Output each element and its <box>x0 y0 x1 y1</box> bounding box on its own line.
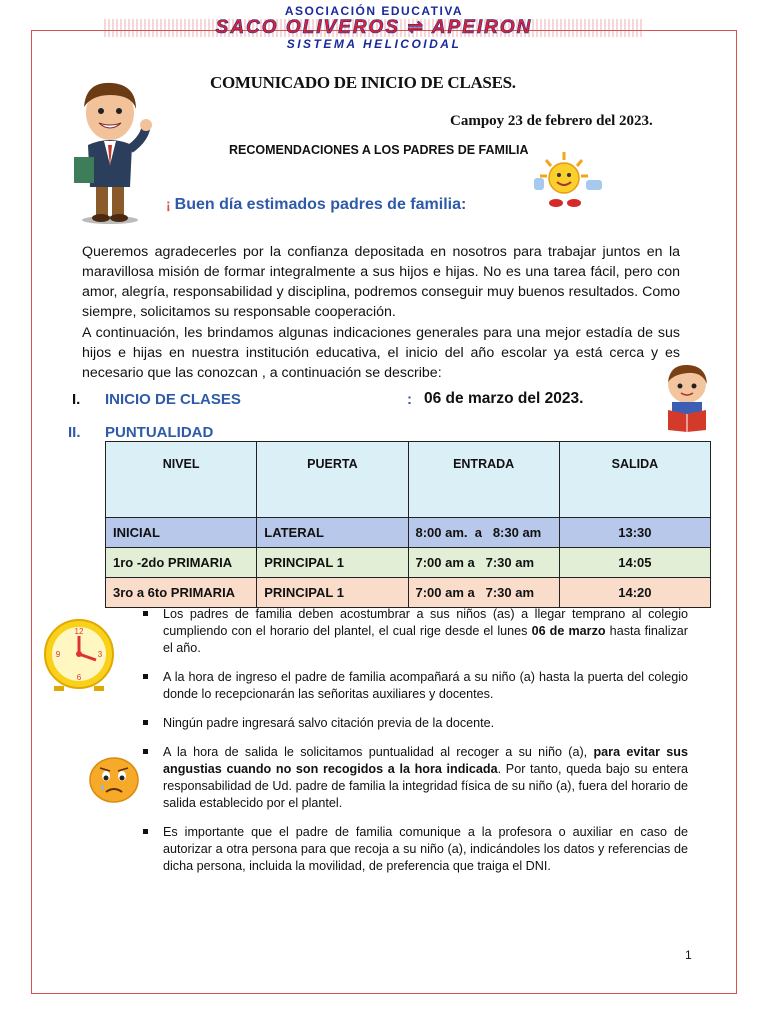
cell-nivel: 3ro a 6to PRIMARIA <box>106 578 257 608</box>
svg-text:6: 6 <box>76 673 82 682</box>
section-1-value: 06 de marzo del 2023. <box>424 390 584 407</box>
list-item: Es importante que el padre de familia comunique a la profesora o auxiliar en caso de autorizar a otra persona para que recoja a su niño (a), indicándoles los datos y referencias de dicha persona, incluida la movilidad, de preferencia que traiga el DNI. <box>143 824 688 875</box>
list-item: Los padres de familia deben acostumbrar a sus niños (as) a llegar temprano al colegio cumpliendo con el horario del plantel, el cual rige desde el lunes 06 de marzo hasta finalizar el año. <box>143 606 688 657</box>
section-2-number: II. <box>68 424 81 441</box>
header-entrada: ENTRADA <box>408 442 559 518</box>
section-2-label: PUNTUALIDAD <box>105 424 214 441</box>
teacher-illustration <box>66 75 156 225</box>
list-item: Ningún padre ingresará salvo citación previa de la docente. <box>143 715 688 732</box>
cell-salida: 14:20 <box>559 578 710 608</box>
schedule-table <box>105 441 711 608</box>
table-header-row <box>106 442 711 518</box>
cell-salida: 13:30 <box>559 518 710 548</box>
document-title: COMUNICADO DE INICIO DE CLASES. <box>210 73 516 92</box>
paragraph-2: A continuación, les brindamos algunas indicaciones generales para una mejor estadía de sus hijos e hijas en nuestra institución educativa, el inicio del año escolar ya está cerca y es necesario que las conozcan , a continuación se describe: <box>82 325 680 381</box>
cell-entrada: 7:00 am a 7:30 am <box>408 548 559 578</box>
cell-puerta: PRINCIPAL 1 <box>257 548 408 578</box>
header-salida: SALIDA <box>559 442 710 518</box>
exclamation-icon: ¡ <box>166 196 171 212</box>
greeting <box>166 196 466 214</box>
svg-text:3: 3 <box>97 650 103 659</box>
section-1-colon: : <box>407 391 412 408</box>
worried-face-icon <box>88 756 140 804</box>
svg-text:9: 9 <box>55 650 61 659</box>
logo-line2: SACO OLIVEROS ⇌ APEIRON <box>215 17 533 38</box>
greeting-text: Buen día estimados padres de familia: <box>174 196 467 213</box>
table-row <box>106 578 711 608</box>
list-item: A la hora de ingreso el padre de familia acompañará a su niño (a) hasta la puerta del colegio donde lo recepcionarán las señoritas auxiliares y docentes. <box>143 669 688 703</box>
table-row <box>106 548 711 578</box>
svg-text:12: 12 <box>74 627 84 636</box>
section-1-label: INICIO DE CLASES <box>105 391 241 408</box>
recommendations-list <box>143 606 688 887</box>
table-row <box>106 518 711 548</box>
school-logo <box>104 5 644 49</box>
cell-nivel: 1ro -2do PRIMARIA <box>106 548 257 578</box>
logo-line1: ASOCIACIÓN EDUCATIVA <box>284 4 464 18</box>
logo-line3: SISTEMA HELICOIDAL <box>286 37 462 51</box>
document-date: Campoy 23 de febrero del 2023. <box>450 113 653 129</box>
recommendations-heading: RECOMENDACIONES A LOS PADRES DE FAMILIA <box>229 143 529 157</box>
cell-entrada: 7:00 am a 7:30 am <box>408 578 559 608</box>
cell-puerta: LATERAL <box>257 518 408 548</box>
cell-salida: 14:05 <box>559 548 710 578</box>
paragraph-1: Queremos agradecerles por la confianza depositada en nosotros para trabajar juntos en la maravillosa misión de formar integralmente a sus hijos e hijas. No es una tarea fácil, pero con amor, alegría, responsabilidad y disciplina, podremos conseguir muy buenos resultados. Como siempre, solicitamos su responsable cooperación. <box>82 244 680 320</box>
child-reading-illustration <box>662 362 712 432</box>
header-puerta: PUERTA <box>257 442 408 518</box>
header-nivel: NIVEL <box>106 442 257 518</box>
list-item: A la hora de salida le solicitamos puntualidad al recoger a su niño (a), para evitar sus angustias cuando no son recogidos a la hora indicada. Por tanto, queda bajo su entera responsabilidad de Ud. padre de familia la integridad física de su niño (a), fuera del horario de salida establecido por el plantel. <box>143 744 688 812</box>
cell-entrada: 8:00 am. a 8:30 am <box>408 518 559 548</box>
sun-thumbs-up-icon <box>532 150 606 210</box>
page-number: 1 <box>685 948 692 962</box>
section-1-number: I. <box>72 391 81 408</box>
cell-nivel: INICIAL <box>106 518 257 548</box>
clock-icon <box>42 618 116 692</box>
cell-puerta: PRINCIPAL 1 <box>257 578 408 608</box>
